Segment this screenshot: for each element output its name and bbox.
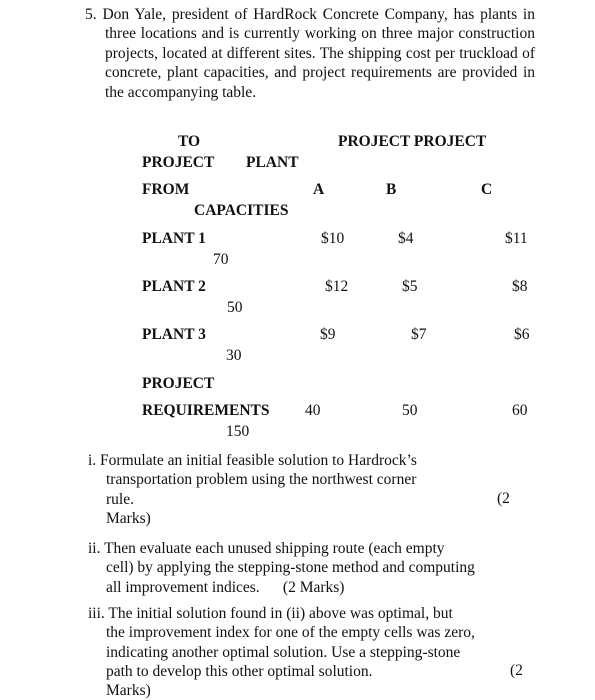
question-paragraph: 5. Don Yale, president of HardRock Concrete Company, has plants in three locations and is currently working on three major construction projects, located at different sites. The shipping cost per truckload of concrete, plant capacities, and project requirements are provided in the accompanying table.: [85, 6, 535, 101]
plant-1-label: PLANT 1: [142, 230, 206, 247]
part-ii-line-1: ii. Then evaluate each unused shipping route (each empty: [88, 540, 445, 557]
plant-3-capacity: 30: [226, 347, 242, 364]
requirements-label-2: REQUIREMENTS: [142, 402, 270, 419]
part-iii-marks-close: Marks): [106, 682, 151, 699]
column-b-label: B: [386, 181, 397, 198]
plant-2-cost-a: $12: [325, 278, 349, 295]
part-iii-line-1: iii. The initial solution found in (ii) above was optimal, but: [88, 605, 453, 622]
requirement-total: 150: [226, 423, 250, 440]
part-ii: [88, 539, 475, 597]
part-i-marks-open: (2: [497, 490, 510, 507]
header-plant: PLANT: [246, 154, 299, 171]
plant-3-cost-c: $6: [514, 326, 530, 343]
plant-3-label: PLANT 3: [142, 326, 206, 343]
header-capacities: CAPACITIES: [194, 202, 289, 219]
column-c-label: C: [481, 181, 493, 198]
part-ii-line-2: cell) by applying the stepping-stone method and computing: [106, 559, 475, 577]
plant-2-label: PLANT 2: [142, 278, 206, 295]
requirement-a: 40: [305, 402, 321, 419]
plant-2-capacity: 50: [227, 299, 243, 316]
part-i-marks-close: Marks): [106, 510, 151, 527]
column-a-label: A: [313, 181, 325, 198]
plant-2-cost-b: $5: [402, 278, 418, 295]
plant-2-cost-c: $8: [512, 278, 528, 295]
part-i-line-2: transportation problem using the northwest corner: [106, 471, 417, 489]
plant-3-cost-a: $9: [320, 326, 336, 343]
part-iii-marks-open: (2: [510, 662, 523, 679]
requirements-label-1: PROJECT: [142, 375, 215, 392]
part-iii-line-2: the improvement index for one of the empty cells was zero,: [106, 624, 475, 642]
plant-1-cost-b: $4: [398, 230, 414, 247]
part-iii-line-3: indicating another optimal solution. Use a stepping-stone: [106, 643, 461, 661]
plant-3-cost-b: $7: [411, 326, 427, 343]
part-iii-line-4: path to develop this other optimal solution.: [106, 663, 373, 681]
part-ii-line-3: all improvement indices. (2 Marks): [106, 578, 345, 596]
header-from: FROM: [142, 181, 190, 198]
part-iii: [88, 604, 475, 682]
requirement-b: 50: [402, 402, 418, 419]
part-i-line-3: rule.: [106, 490, 134, 508]
plant-1-cost-a: $10: [321, 230, 345, 247]
part-i: [88, 451, 417, 509]
part-i-line-1: i. Formulate an initial feasible solution to Hardrock’s: [88, 452, 417, 469]
plant-1-cost-c: $11: [505, 230, 528, 247]
header-project: PROJECT: [142, 154, 215, 171]
question-text: [85, 5, 535, 102]
header-to: TO: [178, 133, 201, 150]
header-project-project: PROJECT PROJECT: [338, 133, 487, 150]
plant-1-capacity: 70: [213, 251, 229, 268]
requirement-c: 60: [512, 402, 528, 419]
